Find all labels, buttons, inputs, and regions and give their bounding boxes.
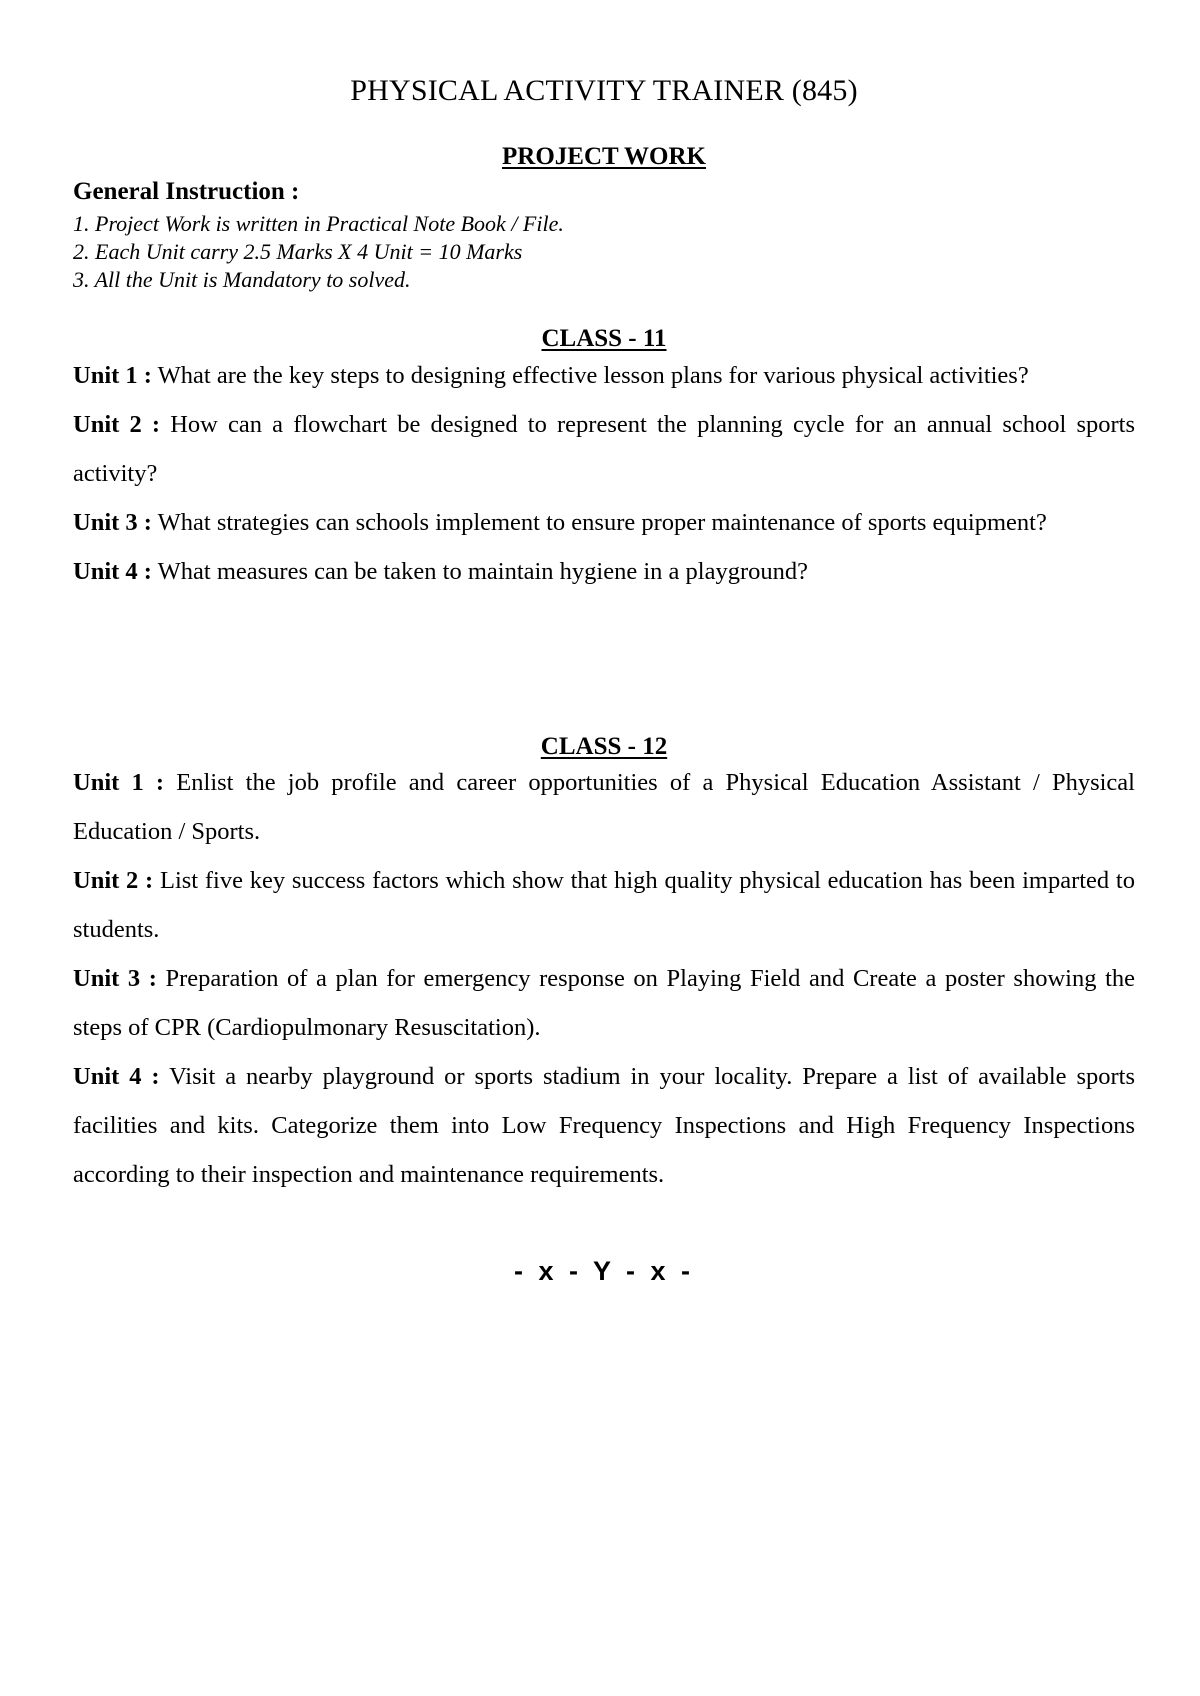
unit-item (73, 758, 1135, 856)
instruction-item: 3. All the Unit is Mandatory to solved. (73, 267, 411, 292)
unit-label: Unit 3 : (73, 509, 152, 536)
unit-text: How can a flowchart be designed to represent the planning cycle for an annual school sports activity? (73, 411, 1135, 487)
instruction-item: 2. Each Unit carry 2.5 Marks X 4 Unit = 10 Marks (73, 239, 523, 264)
unit-item (73, 351, 1135, 400)
end-mark: - x - Y - x - (513, 1256, 695, 1286)
unit-item (73, 954, 1135, 1052)
unit-text: What strategies can schools implement to ensure proper maintenance of sports equipment? (151, 509, 1047, 536)
instruction-list (73, 210, 564, 294)
class-12-heading: CLASS - 12 (540, 733, 668, 760)
unit-text: What measures can be taken to maintain hygiene in a playground? (151, 558, 809, 585)
unit-text: Enlist the job profile and career opportunities of a Physical Education Assistant / Physical Education / Sports. (73, 769, 1135, 845)
unit-text: Visit a nearby playground or sports stadium in your locality. Prepare a list of available sports facilities and kits. Categorize them into Low Frequency Inspections and High Frequency Inspections according to their inspection and maintenance requirements. (73, 1063, 1135, 1188)
general-instruction-label: General Instruction : (73, 178, 300, 205)
class-12-units (73, 758, 1135, 1199)
unit-label: Unit 2 : (73, 411, 161, 438)
unit-label: Unit 3 : (73, 965, 157, 992)
unit-text: What are the key steps to designing effective lesson plans for various physical activities? (151, 362, 1029, 389)
unit-item (73, 498, 1135, 547)
project-work-heading: PROJECT WORK (502, 143, 706, 170)
unit-label: Unit 1 : (73, 362, 152, 389)
document-title: PHYSICAL ACTIVITY TRAINER (845) (350, 74, 858, 107)
unit-item (73, 856, 1135, 954)
unit-item (73, 1052, 1135, 1199)
class-11-heading: CLASS - 11 (541, 325, 667, 352)
unit-text: Preparation of a plan for emergency response on Playing Field and Create a poster showing the steps of CPR (Cardiopulmonary Resuscitation). (73, 965, 1135, 1041)
unit-label: Unit 4 : (73, 1063, 160, 1090)
instruction-item: 1. Project Work is written in Practical Note Book / File. (73, 211, 564, 236)
unit-label: Unit 2 : (73, 867, 154, 894)
unit-item (73, 400, 1135, 498)
unit-label: Unit 1 : (73, 769, 165, 796)
unit-label: Unit 4 : (73, 558, 152, 585)
unit-text: List five key success factors which show that high quality physical education has been imparted to students. (73, 867, 1135, 943)
unit-item (73, 547, 1135, 596)
class-11-units (73, 351, 1135, 596)
